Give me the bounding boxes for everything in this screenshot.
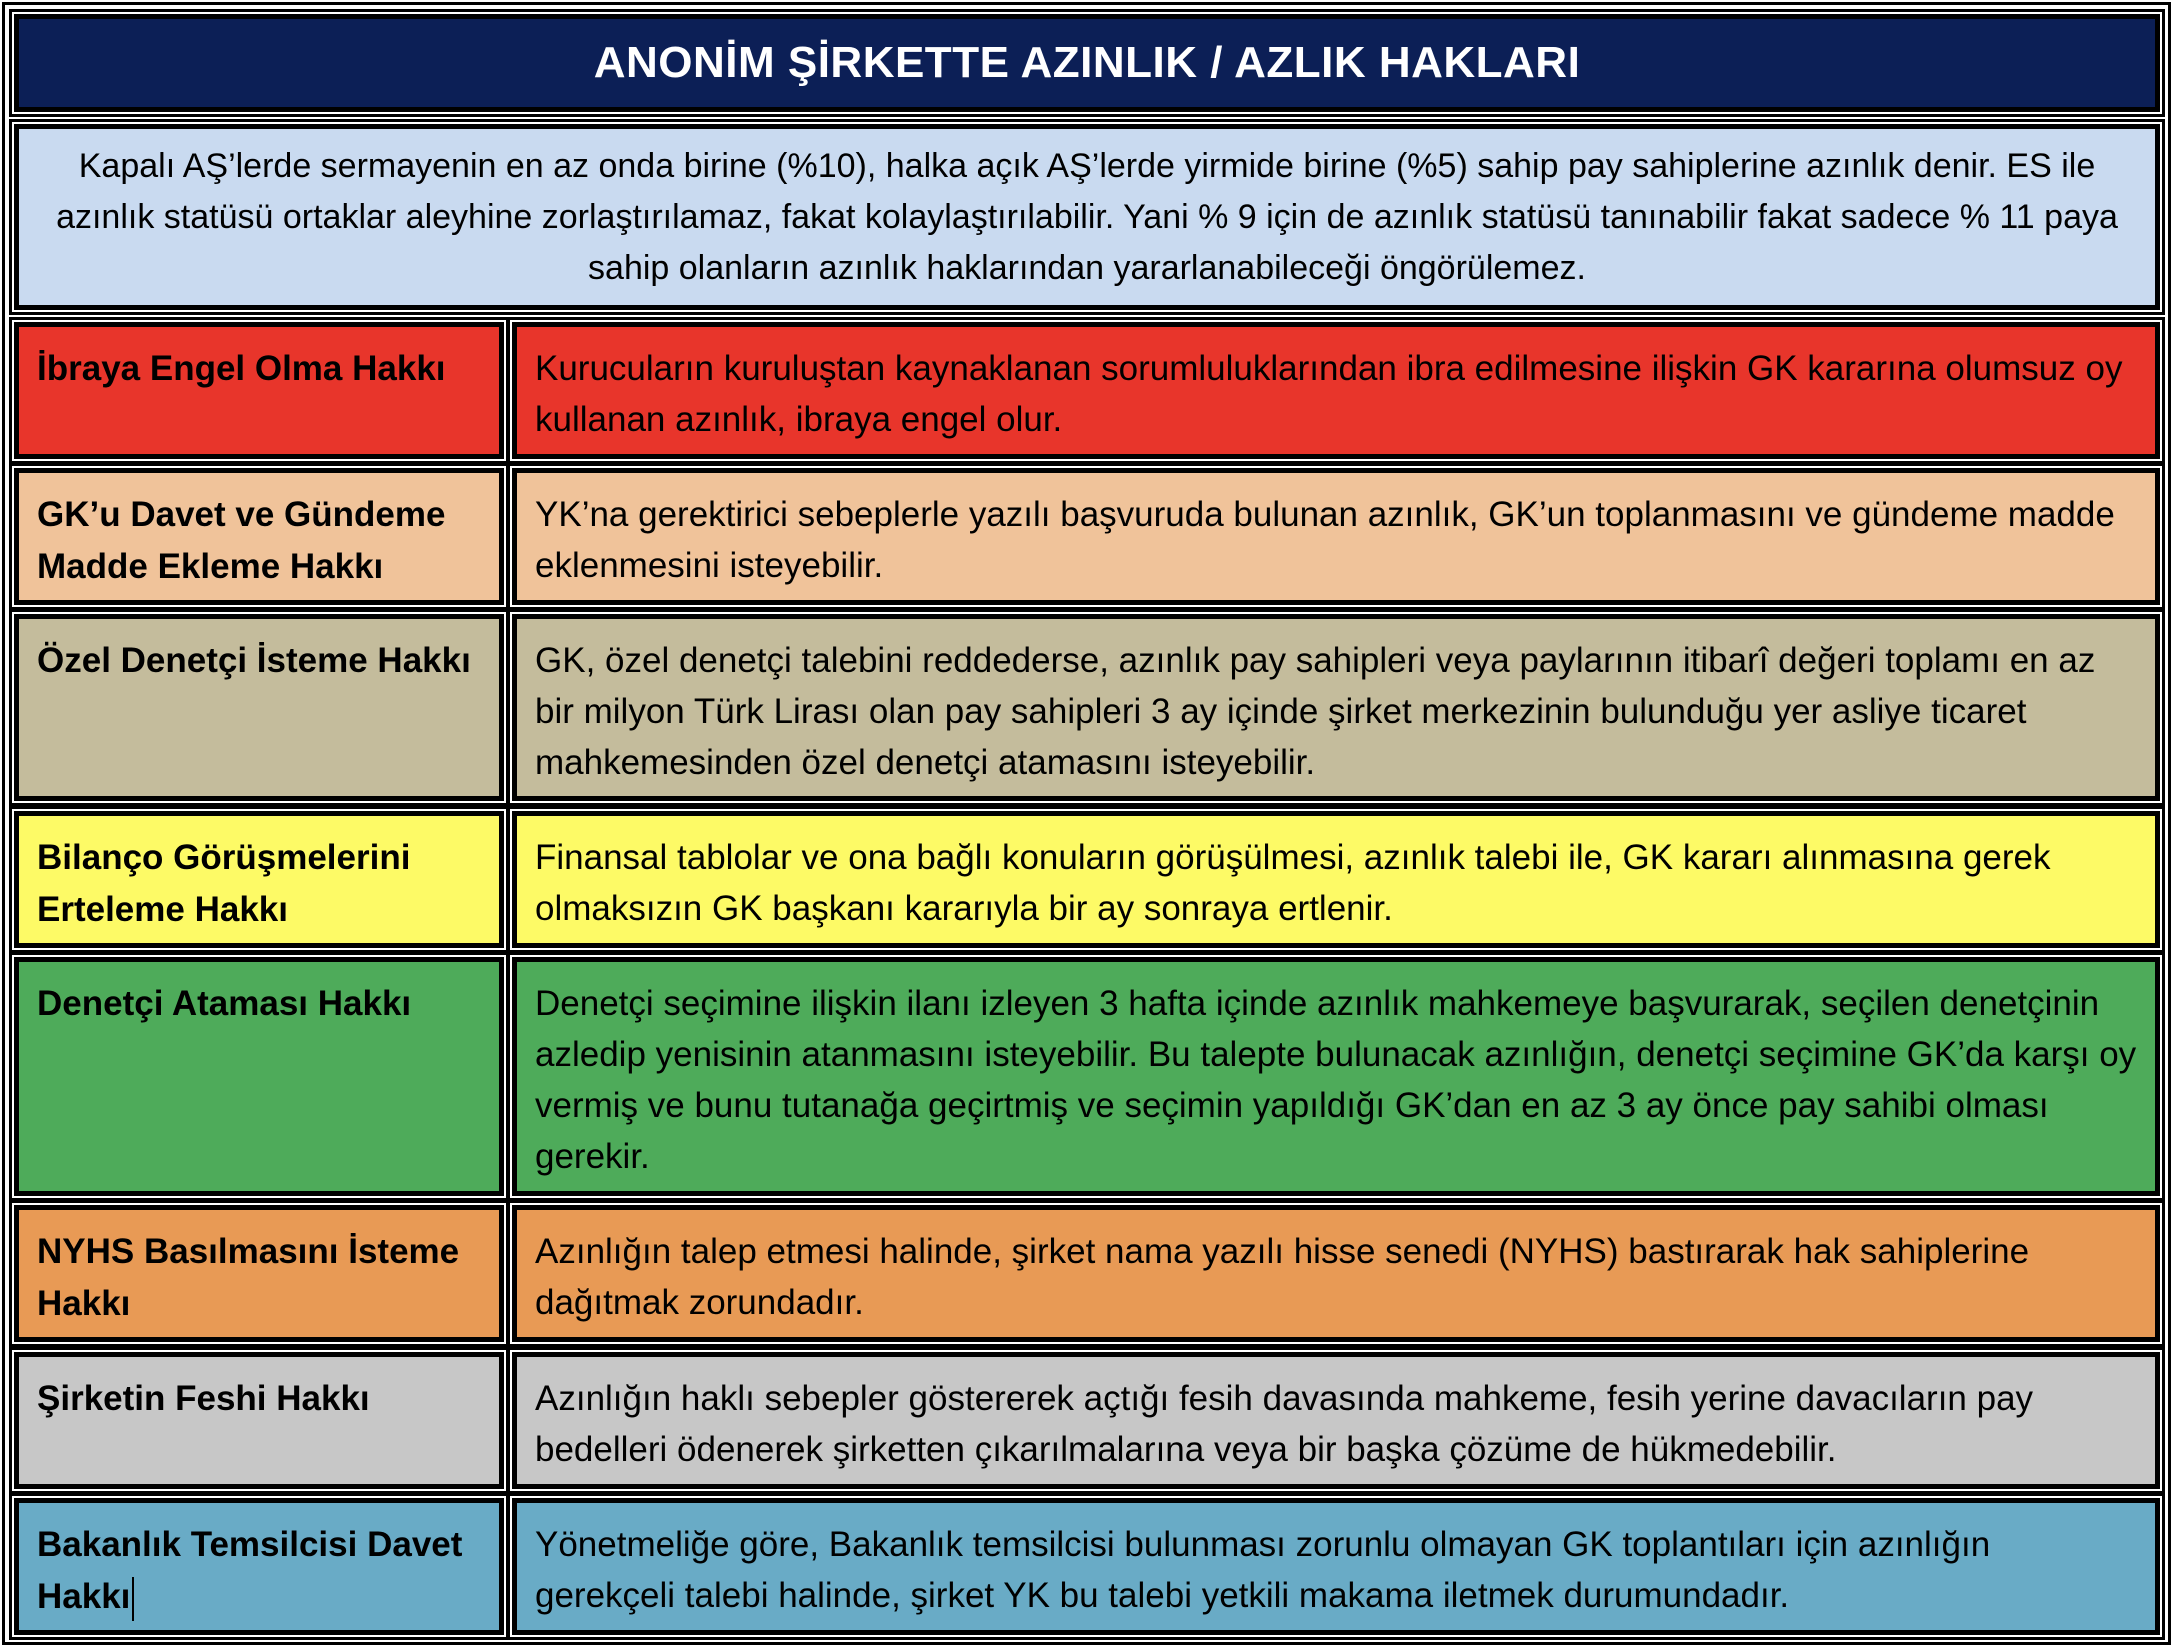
row-label-nyhs: NYHS Basılmasını İsteme Hakkı	[14, 1205, 504, 1342]
row-label-bakanlik-text: Bakanlık Temsilcisi Davet Hakkı	[37, 1525, 463, 1616]
row-label-denetci-atamasi: Denetçi Ataması Hakkı	[14, 957, 504, 1196]
text-cursor	[132, 1577, 134, 1621]
row-label-gk-davet: GK’u Davet ve Gündeme Madde Ekleme Hakkı	[14, 468, 504, 605]
table-title: ANONİM ŞİRKETTE AZINLIK / AZLIK HAKLARI	[14, 14, 2160, 112]
row-label-bilanco: Bilanço Görüşmelerini Erteleme Hakkı	[14, 811, 504, 948]
row-text-bilanco: Finansal tablolar ve ona bağlı konuların görüşülmesi, azınlık talebi ile, GK kararı alınmasına gerek olmaksızın GK başkanı kararıyla bir ay sonraya ertlenir.	[512, 811, 2160, 948]
intro-text: Kapalı AŞ’lerde sermayenin en az onda birine (%10), halka açık AŞ’lerde yirmide birine (%5) sahip pay sahiplerine azınlık denir. ES ile azınlık statüsü ortaklar aleyhine zorlaştırılamaz, fakat kolaylaştırılabilir. Yani % 9 için de azınlık statüsü tanınabilir fakat sadece % 11 paya sahip olanların azınlık haklarından yararlanabileceği öngörülemez.	[14, 124, 2160, 310]
row-label-bakanlik	[14, 1498, 504, 1635]
row-text-fesih: Azınlığın haklı sebepler göstererek açtığı fesih davasında mahkeme, fesih yerine davacıların pay bedelleri ödenerek şirketten çıkarılmalarına veya bir başka çözüme de hükmedebilir.	[512, 1352, 2160, 1489]
row-label-ibra: İbraya Engel Olma Hakkı	[14, 322, 504, 459]
row-text-nyhs: Azınlığın talep etmesi halinde, şirket nama yazılı hisse senedi (NYHS) bastırarak hak sahiplerine dağıtmak zorundadır.	[512, 1205, 2160, 1342]
row-text-gk-davet: YK’na gerektirici sebeplerle yazılı başvuruda bulunan azınlık, GK’un toplanmasını ve gündeme madde eklenmesini isteyebilir.	[512, 468, 2160, 605]
row-label-fesih: Şirketin Feshi Hakkı	[14, 1352, 504, 1489]
row-label-ozel-denetci: Özel Denetçi İsteme Hakkı	[14, 614, 504, 801]
row-text-denetci-atamasi: Denetçi seçimine ilişkin ilanı izleyen 3 hafta içinde azınlık mahkemeye başvurarak, seçilen denetçinin azledip yenisinin atanmasını isteyebilir. Bu talepte bulunacak azınlığın, denetçi seçimine GK’da karşı oy vermiş ve bunu tutanağa geçirtmiş ve seçimin yapıldığı GK’dan en az 3 ay önce pay sahibi olması gerekir.	[512, 957, 2160, 1196]
row-text-ibra: Kurucuların kuruluştan kaynaklanan sorumluluklarından ibra edilmesine ilişkin GK kararına olumsuz oy kullanan azınlık, ibraya engel olur.	[512, 322, 2160, 459]
row-text-bakanlik: Yönetmeliğe göre, Bakanlık temsilcisi bulunması zorunlu olmayan GK toplantıları için azınlığın gerekçeli talebi halinde, şirket YK bu talebi yetkili makama iletmek durumundadır.	[512, 1498, 2160, 1635]
row-text-ozel-denetci: GK, özel denetçi talebini reddederse, azınlık pay sahipleri veya paylarının itibarî değeri toplamı en az bir milyon Türk Lirası olan pay sahipleri 3 ay içinde şirket merkezinin bulunduğu yer asliye ticaret mahkemesinden özel denetçi atamasını isteyebilir.	[512, 614, 2160, 801]
